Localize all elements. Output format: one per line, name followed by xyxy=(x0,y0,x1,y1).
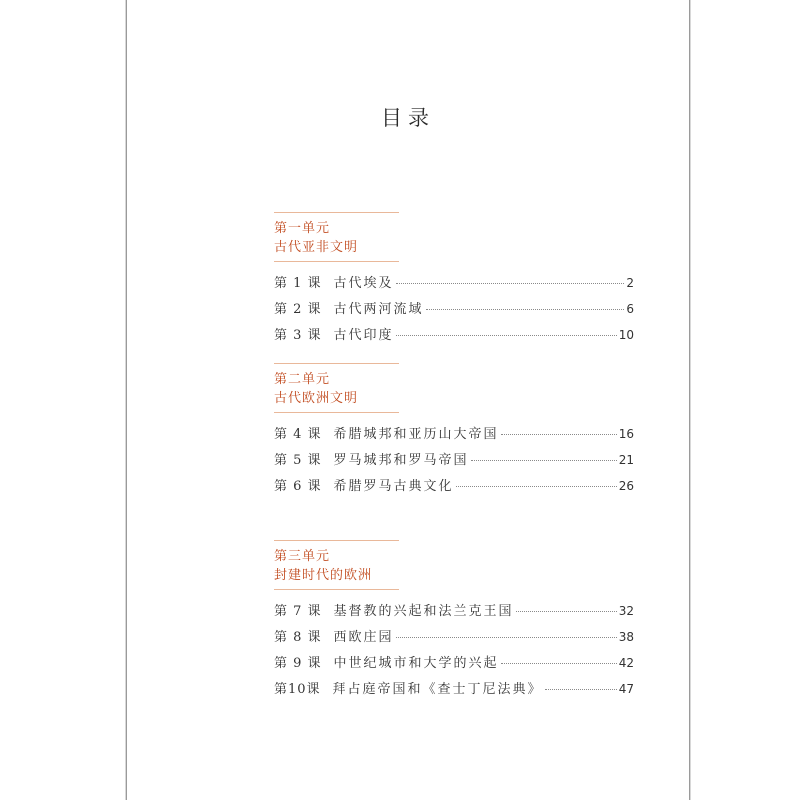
lesson-number: 第 2 课 xyxy=(274,302,322,317)
unit-rule-top xyxy=(274,212,399,213)
unit-number: 第三单元 xyxy=(274,549,331,564)
document-page xyxy=(126,0,690,800)
lesson-item[interactable] xyxy=(274,652,634,678)
lesson-name: 西欧庄园 xyxy=(333,630,394,645)
lesson-page: 16 xyxy=(618,427,634,441)
lesson-page: 10 xyxy=(618,328,634,342)
unit-name: 封建时代的欧洲 xyxy=(274,568,373,583)
lesson-page: 47 xyxy=(618,682,634,696)
lesson-item[interactable] xyxy=(274,324,634,350)
lesson-name: 罗马城邦和罗马帝国 xyxy=(333,453,469,468)
dot-leader xyxy=(396,335,617,336)
dot-leader xyxy=(545,689,617,690)
lesson-item[interactable] xyxy=(274,449,634,475)
lesson-number: 第 7 课 xyxy=(274,604,322,619)
unit-rule-bottom xyxy=(274,261,399,262)
dot-leader xyxy=(501,663,617,664)
lesson-page: 42 xyxy=(618,656,634,670)
lesson-number: 第 4 课 xyxy=(274,427,322,442)
lesson-page: 32 xyxy=(618,604,634,618)
lesson-item[interactable] xyxy=(274,678,634,704)
lesson-number: 第 6 课 xyxy=(274,479,322,494)
lesson-number: 第10课 xyxy=(274,682,321,697)
lesson-name: 拜占庭帝国和《查士丁尼法典》 xyxy=(332,682,543,697)
lesson-item[interactable] xyxy=(274,626,634,652)
unit-rule-bottom xyxy=(274,589,399,590)
lesson-list xyxy=(274,600,634,704)
lesson-number: 第 5 课 xyxy=(274,453,322,468)
lesson-list xyxy=(274,423,634,501)
dot-leader xyxy=(426,309,625,310)
lesson-page: 38 xyxy=(618,630,634,644)
lesson-item[interactable] xyxy=(274,298,634,324)
lesson-page: 6 xyxy=(626,302,634,316)
lesson-list xyxy=(274,272,634,350)
lesson-number: 第 1 课 xyxy=(274,276,322,291)
lesson-item[interactable] xyxy=(274,475,634,501)
lesson-number: 第 9 课 xyxy=(274,656,322,671)
dot-leader xyxy=(396,637,617,638)
unit-number: 第一单元 xyxy=(274,221,331,236)
lesson-number: 第 8 课 xyxy=(274,630,322,645)
dot-leader xyxy=(456,486,617,487)
lesson-name: 古代埃及 xyxy=(333,276,394,291)
unit-section xyxy=(274,363,634,501)
unit-rule-bottom xyxy=(274,412,399,413)
unit-section xyxy=(274,212,634,350)
lesson-name: 古代两河流域 xyxy=(333,302,424,317)
lesson-item[interactable] xyxy=(274,423,634,449)
dot-leader xyxy=(516,611,617,612)
dot-leader xyxy=(471,460,617,461)
lesson-page: 26 xyxy=(618,479,634,493)
unit-section xyxy=(274,540,634,704)
unit-rule-top xyxy=(274,363,399,364)
dot-leader xyxy=(396,283,625,284)
unit-name: 古代亚非文明 xyxy=(274,240,359,255)
lesson-name: 希腊城邦和亚历山大帝国 xyxy=(333,427,499,442)
unit-number: 第二单元 xyxy=(274,372,331,387)
unit-rule-top xyxy=(274,540,399,541)
lesson-item[interactable] xyxy=(274,600,634,626)
lesson-item[interactable] xyxy=(274,272,634,298)
lesson-page: 21 xyxy=(618,453,634,467)
lesson-page: 2 xyxy=(626,276,634,290)
lesson-name: 希腊罗马古典文化 xyxy=(333,479,454,494)
dot-leader xyxy=(501,434,617,435)
lesson-number: 第 3 课 xyxy=(274,328,322,343)
lesson-name: 中世纪城市和大学的兴起 xyxy=(333,656,499,671)
page-title: 目录 xyxy=(381,106,435,130)
lesson-name: 基督教的兴起和法兰克王国 xyxy=(333,604,514,619)
lesson-name: 古代印度 xyxy=(333,328,394,343)
unit-name: 古代欧洲文明 xyxy=(274,391,359,406)
